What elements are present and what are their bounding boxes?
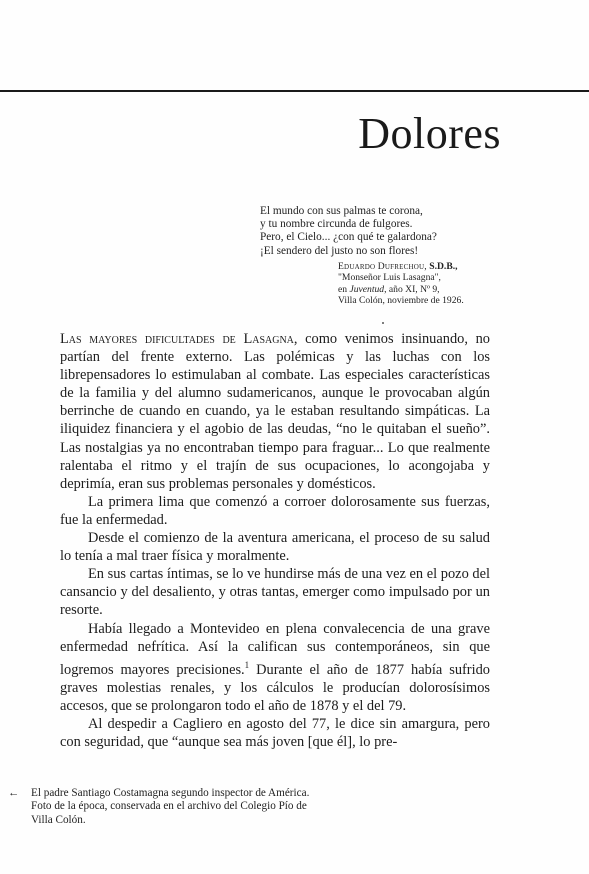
arrow-left-icon: ← [8, 787, 20, 799]
paragraph [60, 330, 490, 493]
epigraph-verse: El mundo con sus palmas te corona, [260, 205, 423, 217]
ornament-dot [382, 322, 384, 324]
paragraph: Desde el comienzo de la aventura americana, el proceso de su salud lo tenía a mal traer física y moralmente. [60, 530, 490, 565]
body-text [60, 330, 490, 751]
paragraph: En sus cartas íntimas, se lo ve hundirse más de una vez en el pozo del cansancio y del desaliento, y otras tantas, emerger como impulsado por un resorte. [60, 566, 490, 619]
header-rule [0, 90, 589, 92]
paragraph-text: Durante el año de 1877 había sufrido graves molestias renales, y los cálculos le producían dolorosísimos accesos, que se prolongaron todo el año de 1878 y el del 79. [60, 661, 490, 714]
epigraph-verse: y tu nombre circunda de fulgores. [260, 218, 413, 231]
paragraph: Al despedir a Cagliero en agosto del 77, le dice sin amargura, pero con seguridad, que “aunque sea más joven [que él], lo pre- [60, 715, 490, 750]
paragraph: La primera lima que comenzó a corroer dolorosamente sus fuerzas, fue la enfermedad. [60, 493, 490, 528]
attribution-place-date: Villa Colón, noviembre de 1926. [338, 295, 464, 307]
attribution-publication-name: Juventud [349, 283, 385, 295]
caption-line: El padre Santiago Costamagna segundo inspector de América. [31, 787, 310, 799]
paragraph [60, 620, 490, 715]
attribution-publication-suffix: , año XI, Nº 9, [384, 283, 440, 295]
attribution-publication-prefix: en [338, 283, 350, 295]
attribution-author-line [338, 261, 498, 272]
attribution-order: S.D.B., [426, 261, 458, 272]
attribution-work: "Monseñor Luis Lasagna", [338, 272, 441, 284]
epigraph-verse: Pero, el Cielo... ¿con qué te galardona? [260, 231, 437, 244]
epigraph-attribution [338, 261, 498, 307]
caption-line: Villa Colón. [31, 813, 86, 826]
attribution-author: Eduardo Dufrechou, [338, 261, 427, 272]
attribution-publication [338, 284, 498, 295]
paragraph-text: , como venimos insinuando, no partían del frente externo. Las polémicas y las luchas con los librepensadores lo estimulaban al combate. Las especiales características de la familia y del alumno sudamericanos, aunque le provocaban algún berrinche de cuando en cuando, ya le estaban resultando simpáticas. La iliquidez financiera y el agobio de las deudas, “no le quitaban el sueño”. Las nostalgias ya no encontraban tiempo para fraguar... Lo que realmente ralentaba el ritmo y el trajín de sus ocupaciones, lo acongojaba y deprimía, eran sus problemas personales y domésticos. [60, 331, 490, 492]
paragraph-lead: Las mayores dificultades de Lasagna [60, 331, 294, 347]
epigraph [260, 205, 510, 258]
footnote-marker: 1 [244, 659, 250, 670]
caption-line: Foto de la época, conservada en el archivo del Colegio Pío de [31, 800, 307, 813]
epigraph-verse: ¡El sendero del justo no son flores! [260, 244, 419, 257]
paragraph-text: Había llegado a Montevideo en plena convalecencia de una grave enfermedad nefrítica. Así la califican sus contemporáneos, sin que logremos mayores precisiones. [60, 620, 490, 678]
chapter-title: Dolores [358, 109, 501, 158]
photo-caption [8, 787, 428, 827]
